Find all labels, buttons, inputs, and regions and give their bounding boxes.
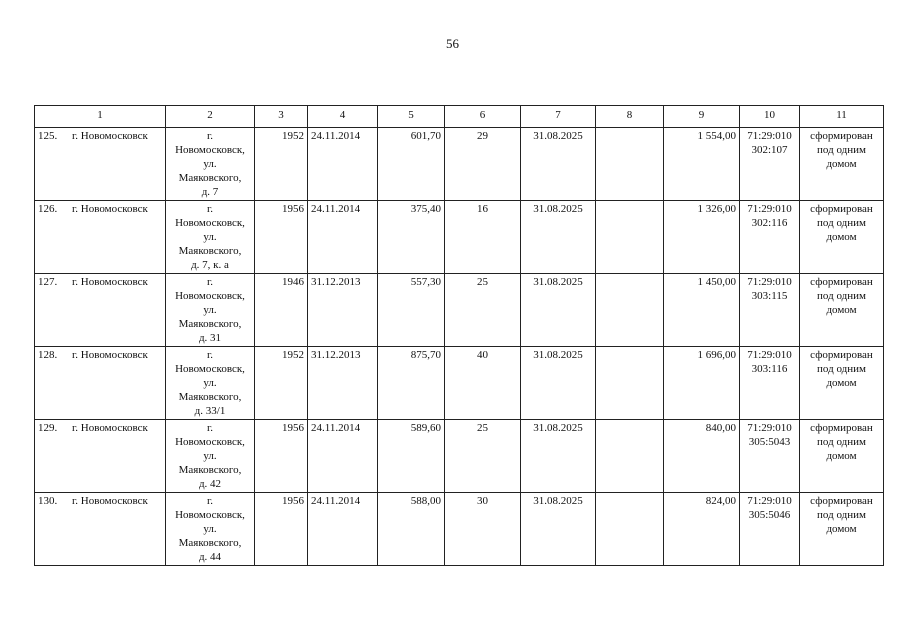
- cadastral-line: 303:116: [751, 363, 788, 375]
- end-date-cell: 31.08.2025: [521, 201, 596, 274]
- cost-cell: 840,00: [664, 420, 740, 493]
- status-cell: [800, 493, 884, 566]
- status-cell: [800, 128, 884, 201]
- end-date-cell: 31.08.2025: [521, 420, 596, 493]
- area-cell: 875,70: [378, 347, 445, 420]
- status-line: под одним: [817, 290, 866, 302]
- table-row: [35, 128, 884, 201]
- address-line: г.: [206, 495, 214, 507]
- address-line: Новомосковск,: [175, 509, 245, 521]
- address-line: д. 42: [198, 478, 222, 490]
- address-line: ул.: [203, 158, 217, 170]
- address-line: ул.: [203, 377, 217, 389]
- cadastral-line: 305:5043: [748, 436, 791, 448]
- locality-name: г. Новомосковск: [72, 422, 148, 434]
- address-line: д. 31: [198, 332, 222, 344]
- address-line: ул.: [203, 523, 217, 535]
- date-cell: 31.12.2013: [308, 274, 378, 347]
- column-8-cell: [596, 420, 664, 493]
- cost-cell: 1 450,00: [664, 274, 740, 347]
- column-header: 3: [255, 106, 308, 128]
- address-line: д. 7, к. а: [191, 259, 229, 271]
- cadastral-line: 71:29:010: [747, 349, 792, 361]
- locality-cell: [35, 128, 166, 201]
- cadastral-line: 71:29:010: [747, 130, 792, 142]
- column-8-cell: [596, 493, 664, 566]
- status-line: под одним: [817, 509, 866, 521]
- address-line: Новомосковск,: [175, 363, 245, 375]
- locality-name: г. Новомосковск: [72, 276, 148, 288]
- column-8-cell: [596, 274, 664, 347]
- cadastral-number-cell: [740, 201, 800, 274]
- column-header: 7: [521, 106, 596, 128]
- column-header: 9: [664, 106, 740, 128]
- status-line: сформирован: [810, 203, 873, 215]
- count-cell: 29: [445, 128, 521, 201]
- date-cell: 24.11.2014: [308, 128, 378, 201]
- row-number: 128.: [38, 349, 58, 361]
- address-line: г.: [206, 203, 214, 215]
- locality-cell: [35, 493, 166, 566]
- cost-cell: 1 326,00: [664, 201, 740, 274]
- status-line: сформирован: [810, 495, 873, 507]
- cadastral-line: 302:116: [751, 217, 788, 229]
- year-cell: 1956: [255, 201, 308, 274]
- cadastral-number-cell: [740, 274, 800, 347]
- cadastral-number-cell: [740, 420, 800, 493]
- locality-name: г. Новомосковск: [72, 495, 148, 507]
- end-date-cell: 31.08.2025: [521, 274, 596, 347]
- address-line: д. 44: [198, 551, 222, 563]
- address-cell: [166, 201, 255, 274]
- locality-name: г. Новомосковск: [72, 130, 148, 142]
- cadastral-line: 303:115: [751, 290, 788, 302]
- locality-cell: [35, 201, 166, 274]
- row-number: 127.: [38, 276, 58, 288]
- area-cell: 557,30: [378, 274, 445, 347]
- cadastral-line: 305:5046: [748, 509, 791, 521]
- area-cell: 375,40: [378, 201, 445, 274]
- cost-cell: 824,00: [664, 493, 740, 566]
- cadastral-number-cell: [740, 493, 800, 566]
- row-number: 125.: [38, 130, 58, 142]
- date-cell: 31.12.2013: [308, 347, 378, 420]
- status-cell: [800, 347, 884, 420]
- cadastral-line: 302:107: [751, 144, 788, 156]
- locality-cell: [35, 274, 166, 347]
- year-cell: 1956: [255, 493, 308, 566]
- column-8-cell: [596, 201, 664, 274]
- address-cell: [166, 420, 255, 493]
- status-line: под одним: [817, 144, 866, 156]
- table-row: [35, 347, 884, 420]
- row-number: 130.: [38, 495, 58, 507]
- address-line: Маяковского,: [178, 464, 242, 476]
- cadastral-line: 71:29:010: [747, 276, 792, 288]
- page-number: 56: [446, 36, 459, 51]
- column-header: 2: [166, 106, 255, 128]
- column-header: 1: [35, 106, 166, 128]
- address-line: ул.: [203, 304, 217, 316]
- cost-cell: 1 554,00: [664, 128, 740, 201]
- table-row: [35, 201, 884, 274]
- table-row: [35, 493, 884, 566]
- address-cell: [166, 128, 255, 201]
- status-line: сформирован: [810, 349, 873, 361]
- status-cell: [800, 201, 884, 274]
- address-line: Новомосковск,: [175, 436, 245, 448]
- status-line: сформирован: [810, 130, 873, 142]
- column-header: 4: [308, 106, 378, 128]
- status-line: сформирован: [810, 422, 873, 434]
- status-line: под одним: [817, 217, 866, 229]
- table-row: [35, 274, 884, 347]
- cost-cell: 1 696,00: [664, 347, 740, 420]
- address-line: г.: [206, 349, 214, 361]
- cadastral-number-cell: [740, 347, 800, 420]
- end-date-cell: 31.08.2025: [521, 493, 596, 566]
- address-line: ул.: [203, 450, 217, 462]
- status-line: под одним: [817, 436, 866, 448]
- status-line: домом: [826, 450, 857, 462]
- status-line: сформирован: [810, 276, 873, 288]
- column-8-cell: [596, 128, 664, 201]
- status-line: домом: [826, 158, 857, 170]
- address-line: д. 7: [201, 186, 219, 198]
- address-line: Новомосковск,: [175, 217, 245, 229]
- column-header: 6: [445, 106, 521, 128]
- date-cell: 24.11.2014: [308, 201, 378, 274]
- table-row: [35, 420, 884, 493]
- address-cell: [166, 493, 255, 566]
- address-line: г.: [206, 130, 214, 142]
- address-line: Маяковского,: [178, 318, 242, 330]
- locality-cell: [35, 347, 166, 420]
- column-header: 10: [740, 106, 800, 128]
- address-line: Маяковского,: [178, 391, 242, 403]
- cadastral-number-cell: [740, 128, 800, 201]
- date-cell: 24.11.2014: [308, 420, 378, 493]
- end-date-cell: 31.08.2025: [521, 347, 596, 420]
- address-line: ул.: [203, 231, 217, 243]
- address-line: г.: [206, 276, 214, 288]
- status-line: домом: [826, 304, 857, 316]
- status-line: домом: [826, 377, 857, 389]
- locality-cell: [35, 420, 166, 493]
- year-cell: 1952: [255, 128, 308, 201]
- status-line: домом: [826, 523, 857, 535]
- row-number: 126.: [38, 203, 58, 215]
- count-cell: 40: [445, 347, 521, 420]
- count-cell: 25: [445, 420, 521, 493]
- address-line: Маяковского,: [178, 537, 242, 549]
- row-number: 129.: [38, 422, 58, 434]
- locality-name: г. Новомосковск: [72, 349, 148, 361]
- year-cell: 1952: [255, 347, 308, 420]
- year-cell: 1946: [255, 274, 308, 347]
- count-cell: 25: [445, 274, 521, 347]
- address-line: Маяковского,: [178, 172, 242, 184]
- area-cell: 588,00: [378, 493, 445, 566]
- address-line: Новомосковск,: [175, 144, 245, 156]
- end-date-cell: 31.08.2025: [521, 128, 596, 201]
- count-cell: 30: [445, 493, 521, 566]
- table-body: [35, 128, 884, 566]
- column-header: 5: [378, 106, 445, 128]
- address-cell: [166, 347, 255, 420]
- status-cell: [800, 420, 884, 493]
- area-cell: 601,70: [378, 128, 445, 201]
- address-line: г.: [206, 422, 214, 434]
- address-line: Новомосковск,: [175, 290, 245, 302]
- address-cell: [166, 274, 255, 347]
- header-row: [35, 106, 884, 128]
- column-8-cell: [596, 347, 664, 420]
- address-line: Маяковского,: [178, 245, 242, 257]
- area-cell: 589,60: [378, 420, 445, 493]
- address-line: д. 33/1: [194, 405, 226, 417]
- status-line: домом: [826, 231, 857, 243]
- column-header: 8: [596, 106, 664, 128]
- status-line: под одним: [817, 363, 866, 375]
- cadastral-line: 71:29:010: [747, 495, 792, 507]
- count-cell: 16: [445, 201, 521, 274]
- cadastral-line: 71:29:010: [747, 203, 792, 215]
- housing-registry-table: [34, 105, 884, 566]
- year-cell: 1956: [255, 420, 308, 493]
- date-cell: 24.11.2014: [308, 493, 378, 566]
- locality-name: г. Новомосковск: [72, 203, 148, 215]
- cadastral-line: 71:29:010: [747, 422, 792, 434]
- status-cell: [800, 274, 884, 347]
- column-header: 11: [800, 106, 884, 128]
